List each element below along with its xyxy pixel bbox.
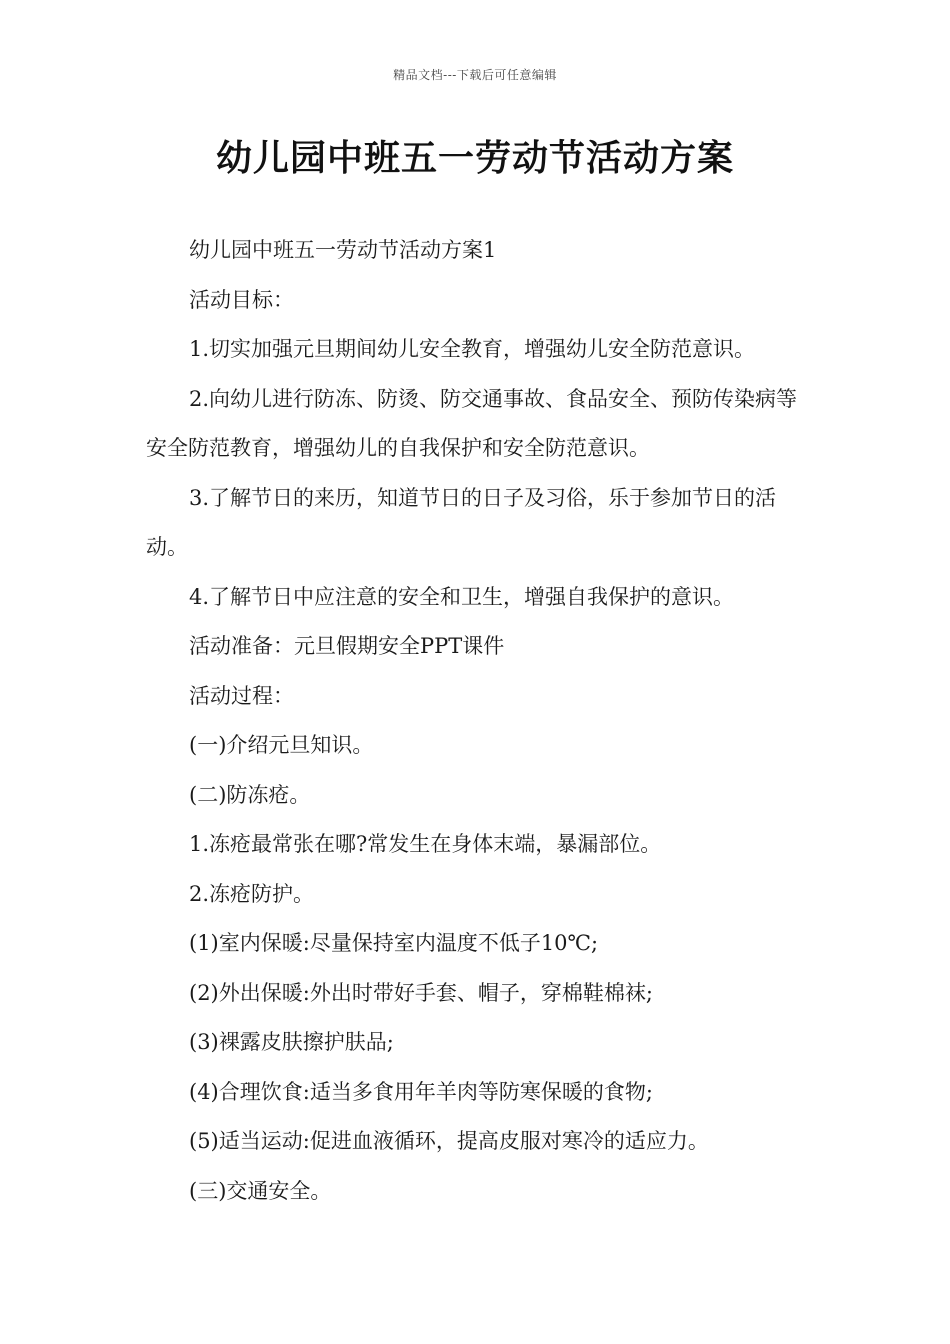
section-2-heading: (二)防冻疮。	[189, 782, 311, 807]
process-heading: 活动过程：	[189, 683, 294, 708]
subtitle-paragraph: 幼儿园中班五一劳动节活动方案1	[189, 238, 497, 262]
frostbite-item-1: 1.冻疮最常张在哪?常发生在身体末端，暴漏部位。	[189, 832, 662, 856]
section-3-heading: (三)交通安全。	[189, 1178, 332, 1203]
objective-item-2: 2.向幼儿进行防冻、防烫、防交通事故、食品安全、预防传染病等安全防范教育，增强幼儿的自我保护和安全防范意识。	[146, 386, 798, 460]
protection-item-4: (4)合理饮食:适当多食用年羊肉等防寒保暖的食物;	[189, 1079, 653, 1104]
protection-item-1: (1)室内保暖:尽量保持室内温度不低子10℃;	[189, 931, 599, 955]
protection-item-3: (3)裸露皮肤擦护肤品;	[189, 1030, 394, 1054]
objective-item-4: 4.了解节日中应注意的安全和卫生，增强自我保护的意识。	[189, 584, 735, 609]
frostbite-item-2: 2.冻疮防护。	[189, 881, 315, 906]
objective-item-1: 1.切实加强元旦期间幼儿安全教育，增强幼儿安全防范意识。	[189, 337, 756, 361]
preparation-paragraph: 活动准备：元旦假期安全PPT课件	[189, 634, 505, 658]
objective-item-3: 3.了解节日的来历，知道节日的日子及习俗，乐于参加节日的活动。	[146, 485, 777, 559]
protection-item-5: (5)适当运动:促进血液循环，提高皮服对寒冷的适应力。	[189, 1129, 709, 1153]
header-note: 精品文档---下载后可任意编辑	[393, 68, 557, 82]
document-body	[146, 226, 806, 1216]
protection-item-2: (2)外出保暖:外出时带好手套、帽子，穿棉鞋棉袜;	[189, 980, 653, 1005]
objectives-heading: 活动目标：	[189, 287, 294, 312]
section-1-heading: (一)介绍元旦知识。	[189, 733, 374, 757]
document-title: 幼儿园中班五一劳动节活动方案	[215, 138, 734, 179]
